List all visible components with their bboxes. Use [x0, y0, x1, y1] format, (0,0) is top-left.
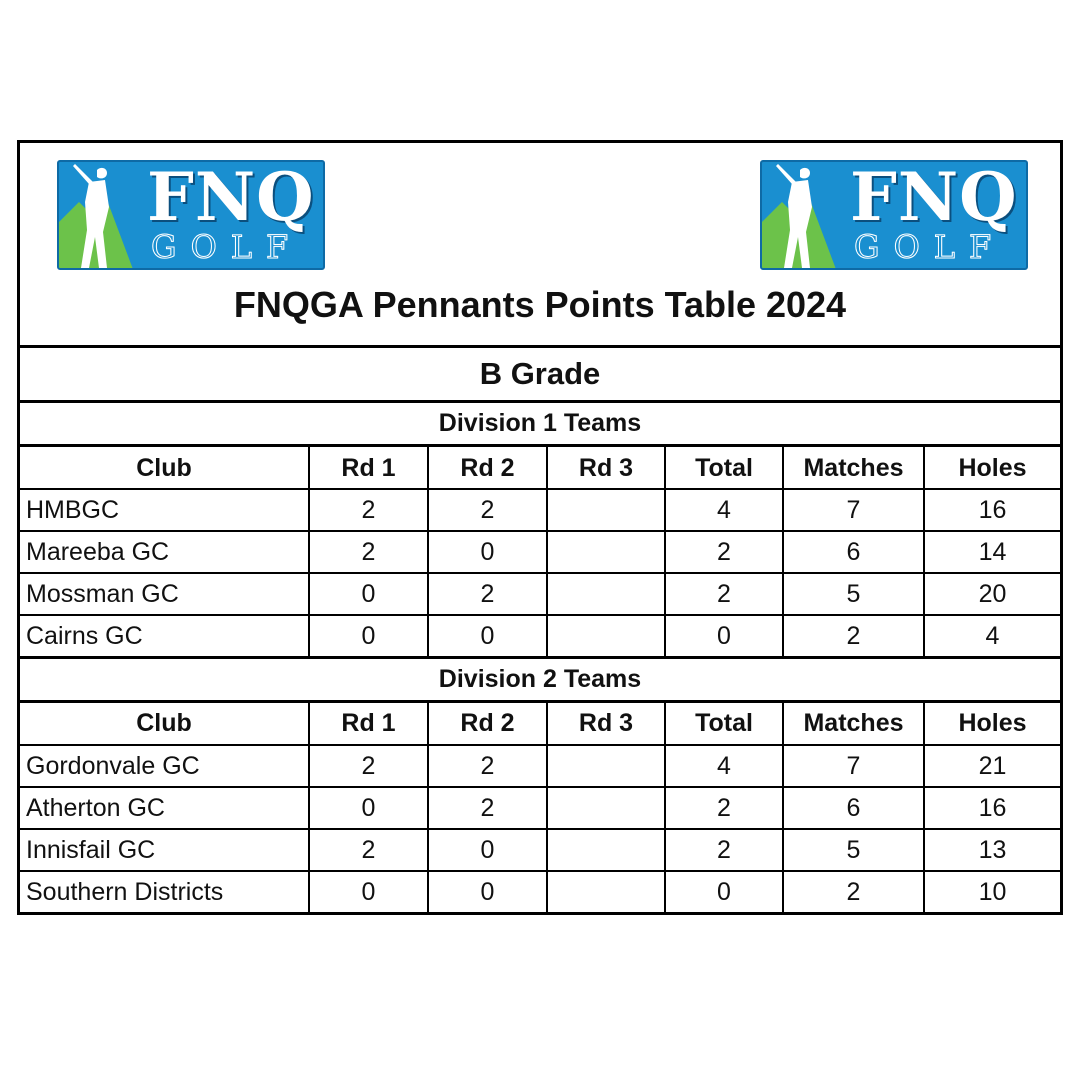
rd2-cell: 2 — [428, 787, 547, 829]
holes-cell: 20 — [924, 573, 1060, 615]
holes-cell: 14 — [924, 531, 1060, 573]
column-header-total: Total — [665, 447, 783, 489]
rd2-cell: 0 — [428, 615, 547, 657]
rd1-cell: 2 — [309, 829, 428, 871]
club-cell: Mareeba GC — [20, 531, 309, 573]
rd3-cell — [547, 745, 665, 787]
holes-cell: 16 — [924, 489, 1060, 531]
grade-heading: B Grade — [20, 348, 1060, 403]
column-header-rd1: Rd 1 — [309, 703, 428, 745]
rd3-cell — [547, 787, 665, 829]
total-cell: 4 — [665, 489, 783, 531]
club-cell: HMBGC — [20, 489, 309, 531]
club-cell: Atherton GC — [20, 787, 309, 829]
matches-cell: 5 — [783, 829, 924, 871]
holes-cell: 13 — [924, 829, 1060, 871]
club-cell: Gordonvale GC — [20, 745, 309, 787]
column-header-club: Club — [20, 703, 309, 745]
rd2-cell: 2 — [428, 573, 547, 615]
column-header-rd2: Rd 2 — [428, 447, 547, 489]
points-table-sheet — [17, 140, 1063, 915]
total-cell: 0 — [665, 615, 783, 657]
rd1-cell: 0 — [309, 871, 428, 913]
matches-cell: 7 — [783, 745, 924, 787]
column-header-matches: Matches — [783, 703, 924, 745]
column-header-rd1: Rd 1 — [309, 447, 428, 489]
rd1-cell: 0 — [309, 573, 428, 615]
total-cell: 2 — [665, 787, 783, 829]
logo-text-fnq: FNQ — [147, 160, 315, 236]
matches-cell: 6 — [783, 787, 924, 829]
column-header-club: Club — [20, 447, 309, 489]
rd3-cell — [547, 489, 665, 531]
logo-text-golf: GOLF — [854, 228, 1006, 266]
table-header-row — [20, 703, 1060, 745]
division-1-table — [20, 447, 1060, 659]
rd3-cell — [547, 871, 665, 913]
division-heading: Division 2 Teams — [20, 659, 1060, 703]
rd2-cell: 2 — [428, 745, 547, 787]
fnq-golf-logo-right — [760, 160, 1028, 270]
total-cell: 2 — [665, 829, 783, 871]
total-cell: 2 — [665, 531, 783, 573]
holes-cell: 4 — [924, 615, 1060, 657]
table-row — [20, 531, 1060, 573]
matches-cell: 2 — [783, 871, 924, 913]
table-header-row — [20, 447, 1060, 489]
table-row — [20, 489, 1060, 531]
rd3-cell — [547, 531, 665, 573]
matches-cell: 6 — [783, 531, 924, 573]
rd1-cell: 2 — [309, 531, 428, 573]
matches-cell: 7 — [783, 489, 924, 531]
page-title: FNQGA Pennants Points Table 2024 — [233, 284, 847, 325]
rd1-cell: 2 — [309, 489, 428, 531]
rd1-cell: 0 — [309, 615, 428, 657]
matches-cell: 2 — [783, 615, 924, 657]
rd2-cell: 2 — [428, 489, 547, 531]
rd2-cell: 0 — [428, 531, 547, 573]
club-cell: Mossman GC — [20, 573, 309, 615]
rd3-cell — [547, 829, 665, 871]
total-cell: 4 — [665, 745, 783, 787]
column-header-rd2: Rd 2 — [428, 703, 547, 745]
rd1-cell: 0 — [309, 787, 428, 829]
column-header-holes: Holes — [924, 703, 1060, 745]
table-row — [20, 787, 1060, 829]
division-heading: Division 1 Teams — [20, 403, 1060, 447]
logo-text-golf: GOLF — [151, 228, 303, 266]
total-cell: 2 — [665, 573, 783, 615]
rd1-cell: 2 — [309, 745, 428, 787]
column-header-matches: Matches — [783, 447, 924, 489]
holes-cell: 16 — [924, 787, 1060, 829]
table-row — [20, 573, 1060, 615]
rd2-cell: 0 — [428, 871, 547, 913]
rd3-cell — [547, 615, 665, 657]
table-row — [20, 615, 1060, 657]
golfer-icon — [762, 162, 862, 270]
table-row — [20, 871, 1060, 913]
table-row — [20, 829, 1060, 871]
holes-cell: 21 — [924, 745, 1060, 787]
column-header-rd3: Rd 3 — [547, 447, 665, 489]
fnq-golf-logo-left — [57, 160, 325, 270]
table-row — [20, 745, 1060, 787]
golfer-icon — [59, 162, 159, 270]
column-header-rd3: Rd 3 — [547, 703, 665, 745]
rd3-cell — [547, 573, 665, 615]
club-cell: Cairns GC — [20, 615, 309, 657]
column-header-total: Total — [665, 703, 783, 745]
club-cell: Southern Districts — [20, 871, 309, 913]
column-header-holes: Holes — [924, 447, 1060, 489]
matches-cell: 5 — [783, 573, 924, 615]
logo-text-fnq: FNQ — [850, 160, 1018, 236]
rd2-cell: 0 — [428, 829, 547, 871]
division-2-table — [20, 703, 1060, 913]
holes-cell: 10 — [924, 871, 1060, 913]
table-header — [20, 143, 1060, 348]
club-cell: Innisfail GC — [20, 829, 309, 871]
total-cell: 0 — [665, 871, 783, 913]
